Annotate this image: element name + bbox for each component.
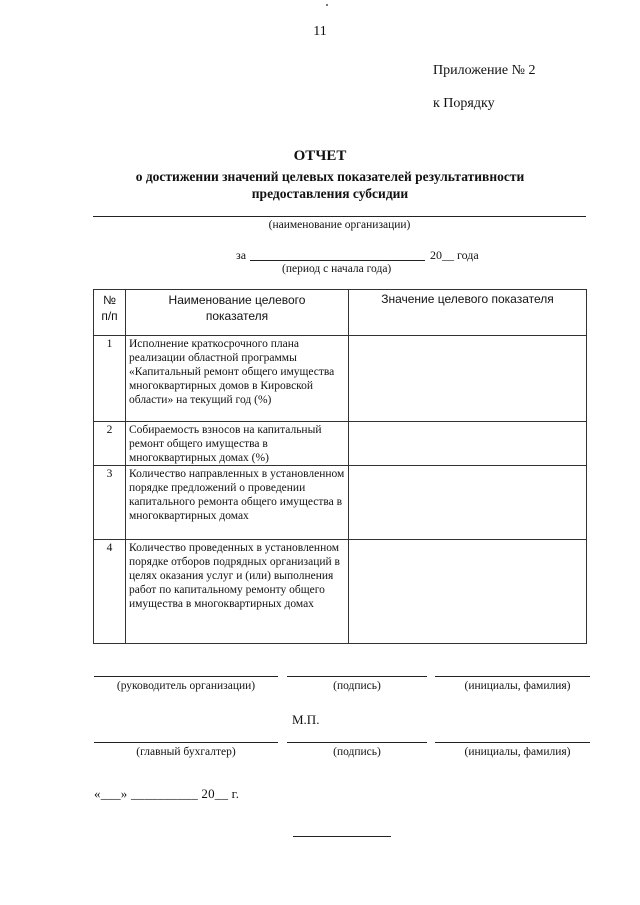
indicator-value-cell[interactable] [349, 336, 587, 422]
header-number-line-2: п/п [101, 309, 118, 323]
report-subtitle [100, 168, 560, 202]
period-input-line[interactable] [250, 260, 425, 261]
indicator-value-cell[interactable] [349, 540, 587, 644]
accountant-signature-caption: (подпись) [333, 746, 381, 758]
table-row [94, 422, 587, 466]
period-caption: (период с начала года) [282, 263, 392, 275]
row-number: 1 [94, 336, 126, 422]
indicator-name: Исполнение краткосрочного плана реализации областной программы «Капитальный ремонт общего имущества многоквартирных домов в Кировской области» на текущий год (%) [126, 336, 349, 422]
indicator-name: Количество проведенных в установленном порядке отборов подрядных организаций в целях оказания услуг и (или) выполнения работ по капитальному ремонту общего имущества в многоквартирных домах [126, 540, 349, 644]
head-name-line[interactable] [94, 676, 278, 677]
head-initials-line[interactable] [435, 676, 590, 677]
page-number: 11 [313, 24, 327, 39]
indicator-value-cell[interactable] [349, 422, 587, 466]
report-title: ОТЧЕТ [293, 148, 347, 164]
accountant-signature-line[interactable] [287, 742, 427, 743]
period-year: 20__ года [430, 248, 479, 262]
header-number [94, 290, 126, 336]
subtitle-line-2: предоставления субсидии [251, 186, 409, 201]
stamp-place: М.П. [292, 712, 320, 727]
indicators-table [93, 289, 587, 644]
header-indicator-value: Значение целевого показателя [349, 290, 587, 336]
table-row [94, 540, 587, 644]
table-row [94, 336, 587, 422]
header-name-line-1: Наименование целевого [168, 293, 306, 307]
accountant-name-line[interactable] [94, 742, 278, 743]
accountant-initials-line[interactable] [435, 742, 590, 743]
appendix-reference: к Порядку [433, 96, 495, 111]
bottom-divider [293, 836, 391, 837]
header-name-line-2: показателя [205, 309, 269, 323]
scan-speck [326, 4, 328, 6]
accountant-initials-caption: (инициалы, фамилия) [464, 746, 571, 758]
indicator-name: Количество направленных в установленном порядке предложений о проведении капитального ремонта общего имущества в многоквартирных домах [126, 466, 349, 540]
head-signature-caption: (подпись) [333, 680, 381, 692]
header-indicator-name [126, 290, 349, 336]
row-number: 2 [94, 422, 126, 466]
accountant-role-caption: (главный бухгалтер) [136, 746, 236, 758]
organization-name-line[interactable] [93, 216, 586, 217]
row-number: 3 [94, 466, 126, 540]
head-signature-line[interactable] [287, 676, 427, 677]
table-row [94, 466, 587, 540]
row-number: 4 [94, 540, 126, 644]
indicator-value-cell[interactable] [349, 466, 587, 540]
indicator-name: Собираемость взносов на капитальный ремонт общего имущества в многоквартирных домах (%) [126, 422, 349, 466]
head-role-caption: (руководитель организации) [116, 680, 256, 692]
period-prefix: за [236, 248, 247, 262]
appendix-label: Приложение № 2 [433, 63, 536, 78]
head-initials-caption: (инициалы, фамилия) [464, 680, 571, 692]
report-date[interactable]: «___» __________ 20__ г. [94, 786, 240, 801]
organization-caption: (наименование организации) [268, 219, 411, 231]
header-number-line-1: № [103, 293, 116, 307]
table-header-row [94, 290, 587, 336]
subtitle-line-1: о достижении значений целевых показателей результативности [135, 169, 525, 184]
